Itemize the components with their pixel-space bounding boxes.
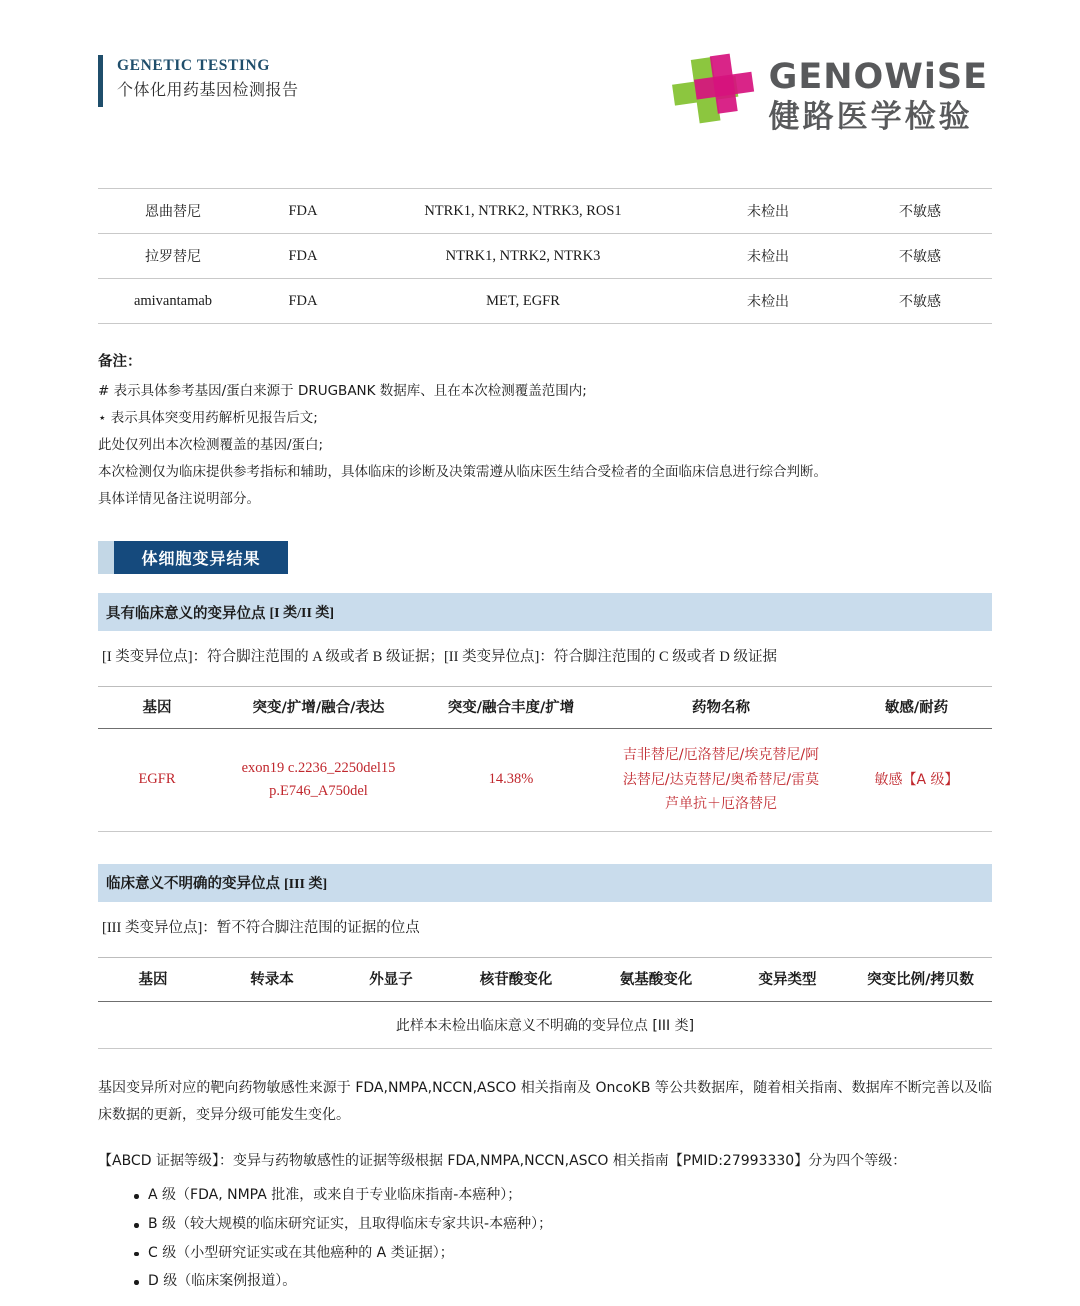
cell-source: FDA	[248, 234, 358, 279]
header-title-block	[98, 55, 299, 107]
cell-mutation	[216, 729, 421, 832]
table-row-empty	[98, 1001, 992, 1048]
table-row	[98, 279, 992, 324]
list-item: B 级（较大规模的临床研究证实，且取得临床专家共识-本癌种）；	[134, 1210, 992, 1239]
table-row	[98, 189, 992, 234]
cell-sensitivity-grade: 敏感【A 级】	[841, 729, 992, 832]
subheader-uncertain-significance	[98, 864, 992, 902]
somatic-section-banner	[98, 541, 288, 574]
list-item: C 级（小型研究证实或在其他癌种的 A 类证据）；	[134, 1239, 992, 1268]
evidence-grade-list	[98, 1181, 992, 1296]
drug-line-1: 吉非替尼/厄洛替尼/埃克替尼/阿	[622, 747, 820, 763]
logo-cross-icon	[669, 57, 755, 135]
cell-genes: NTRK1, NTRK2, NTRK3	[358, 234, 688, 279]
subheader-title: 临床意义不明确的变异位点	[106, 876, 280, 892]
cell-result: 未检出	[688, 279, 848, 324]
company-logo	[669, 55, 988, 135]
report-title-en: GENETIC TESTING	[117, 57, 271, 74]
col-gene: 基因	[98, 957, 208, 1001]
subheader-clinical-significant	[98, 593, 992, 631]
clinical-variant-table	[98, 686, 992, 832]
col-sensitivity: 敏感/耐药	[841, 687, 992, 729]
cell-sensitivity: 不敏感	[848, 279, 992, 324]
mutation-line-2: p.E746_A750del	[269, 782, 368, 799]
cell-sensitivity: 不敏感	[848, 234, 992, 279]
table-header-row	[98, 687, 992, 729]
cell-result: 未检出	[688, 189, 848, 234]
cell-genes: MET, EGFR	[358, 279, 688, 324]
cell-drug-name: 拉罗替尼	[98, 234, 248, 279]
col-mutation-ratio: 突变比例/拷贝数	[849, 957, 992, 1001]
col-frequency: 突变/融合丰度/扩增	[421, 687, 601, 729]
col-mutation: 突变/扩增/融合/表达	[216, 687, 421, 729]
cell-sensitivity: 不敏感	[848, 189, 992, 234]
table-row	[98, 234, 992, 279]
col-drug-name: 药物名称	[601, 687, 841, 729]
cell-source: FDA	[248, 279, 358, 324]
drug-line-3: 芦单抗＋厄洛替尼	[665, 796, 777, 812]
remarks-title: 备注：	[98, 354, 142, 370]
remarks-line: ⋆ 表示具体突变用药解析见报告后文;	[98, 410, 318, 426]
col-nucleotide-change: 核苷酸变化	[446, 957, 586, 1001]
header-text	[117, 55, 299, 107]
logo-name-cn: 健路医学检验	[768, 98, 973, 135]
cell-genes: NTRK1, NTRK2, NTRK3, ROS1	[358, 189, 688, 234]
remarks-block	[98, 348, 992, 513]
uncertain-variant-table	[98, 957, 992, 1049]
logo-text	[768, 56, 988, 135]
uncertain-significance-note: [III 类变异位点]：暂不符合脚注范围的证据的位点	[102, 919, 420, 936]
col-amino-acid-change: 氨基酸变化	[586, 957, 726, 1001]
list-item: A 级（FDA, NMPA 批准，或来自于专业临床指南-本癌种）；	[134, 1181, 992, 1210]
remarks-line: 具体详情见备注说明部分。	[98, 491, 260, 507]
banner-accent-block	[98, 541, 114, 574]
drug-line-2: 法替尼/达克替尼/奥希替尼/雷莫	[622, 771, 820, 788]
footer-notes	[98, 1075, 992, 1297]
empty-result-message: 此样本未检出临床意义不明确的变异位点 [III 类]	[98, 1001, 992, 1048]
banner-label: 体细胞变异结果	[114, 541, 288, 574]
mutation-line-1: exon19 c.2236_2250del15	[241, 759, 396, 776]
col-variant-type: 变异类型	[726, 957, 849, 1001]
col-exon: 外显子	[336, 957, 446, 1001]
drug-coverage-table	[98, 188, 992, 324]
cell-drug-names	[601, 729, 841, 832]
subheader-class-tag: [III 类]	[284, 876, 328, 892]
remarks-line: # 表示具体参考基因/蛋白来源于 DRUGBANK 数据库、且在本次检测覆盖范围内;	[98, 383, 587, 399]
remarks-line: 此处仅列出本次检测覆盖的基因/蛋白;	[98, 437, 324, 453]
table-header-row	[98, 957, 992, 1001]
cell-source: FDA	[248, 189, 358, 234]
cell-drug-name: 恩曲替尼	[98, 189, 248, 234]
cell-gene: EGFR	[98, 729, 216, 832]
list-item: D 级（临床案例报道）。	[134, 1267, 992, 1296]
col-transcript: 转录本	[208, 957, 336, 1001]
logo-name-en: GENOWiSE	[768, 56, 988, 97]
footer-paragraph-1: 基因变异所对应的靶向药物敏感性来源于 FDA,NMPA,NCCN,ASCO 相关指南及 OncoKB 等公共数据库，随着相关指南、数据库不断完善以及临床数据的更新，变异分级可能发生变化。	[98, 1079, 992, 1123]
cell-result: 未检出	[688, 234, 848, 279]
subheader-class-tag: [I 类/II 类]	[269, 606, 335, 621]
report-header	[0, 0, 1080, 150]
footer-paragraph-2: 【ABCD 证据等级】：变异与药物敏感性的证据等级根据 FDA,NMPA,NCCN,ASCO 相关指南【PMID:27993330】分为四个等级：	[98, 1153, 907, 1170]
report-content	[0, 188, 1080, 1296]
remarks-line: 本次检测仅为临床提供参考指标和辅助，具体临床的诊断及决策需遵从临床医生结合受检者的全面临床信息进行综合判断。	[98, 464, 827, 480]
cell-frequency: 14.38%	[421, 729, 601, 832]
cell-drug-name: amivantamab	[98, 279, 248, 324]
col-gene: 基因	[98, 687, 216, 729]
report-title-cn: 个体化用药基因检测报告	[117, 80, 299, 100]
clinical-significant-note: [I 类变异位点]：符合脚注范围的 A 级或者 B 级证据；[II 类变异位点]：符合脚注范围的 C 级或者 D 级证据	[102, 649, 778, 665]
subheader-title: 具有临床意义的变异位点	[106, 605, 266, 622]
header-accent-bar	[98, 55, 103, 107]
table-row	[98, 729, 992, 832]
